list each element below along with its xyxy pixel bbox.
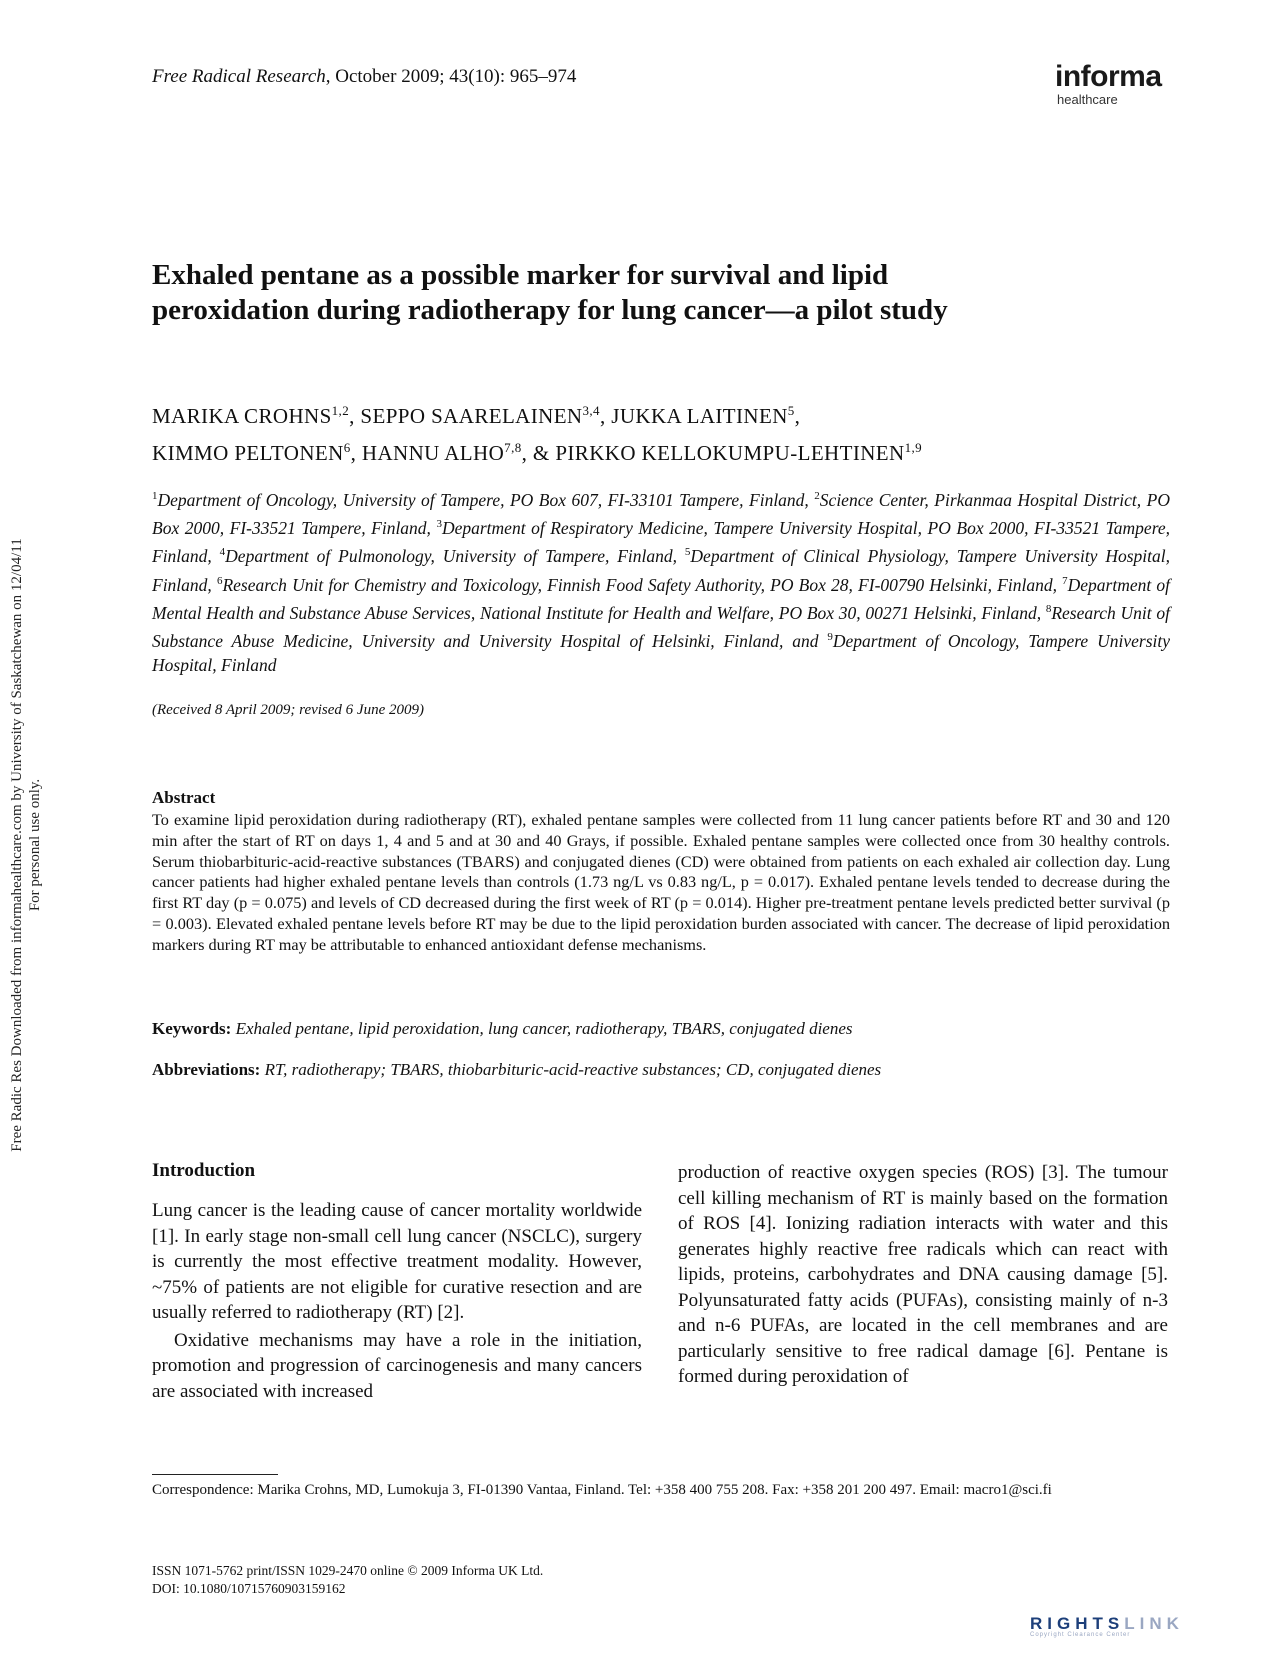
affil-sup: 1 <box>152 490 158 502</box>
rightslink-logo <box>1030 1614 1250 1638</box>
publisher-logo <box>1055 62 1195 108</box>
affil-sup: 3 <box>436 518 442 531</box>
title-line: Exhaled pentane as a possible marker for survival and lipid <box>152 259 889 291</box>
keywords-text: Exhaled pentane, lipid peroxidation, lung cancer, radiotherapy, TBARS, conjugated dienes <box>235 1019 853 1038</box>
author-separator: , <box>349 404 361 428</box>
section-heading-introduction: Introduction <box>152 1160 256 1181</box>
affil-sup: 4 <box>219 546 226 559</box>
author-list <box>152 395 1162 469</box>
issn: ISSN 1071-5762 print/ISSN 1029-2470 online © 2009 Informa UK Ltd. <box>152 1563 544 1578</box>
affil-sup: 7 <box>1062 574 1068 587</box>
body-paragraph: production of reactive oxygen species (ROS) [3]. The tumour cell killing mechanism of RT is mainly based on the formation of ROS [4]. Ionizing radiation interacts with water and this generates highly reactive free radicals which can react with lipids, proteins, carbohydrates and DNA causing damage [5]. Polyunsaturated fatty acids (PUFAs), consisting mainly of n-3 and n-6 PUFAs, are located in the cell membranes and are particularly sensitive to free radical damage [6]. Pentane is formed during peroxidation of <box>678 1162 1168 1387</box>
affiliations <box>152 484 1170 678</box>
correspondence: Correspondence: Marika Crohns, MD, Lumokuja 3, FI-01390 Vantaa, Finland. Tel: +358 400 755 208. Fax: +358 201 200 497. Email: macro1@sci.fi <box>152 1482 1052 1498</box>
affiliation: Research Unit for Chemistry and Toxicology, Finnish Food Safety Authority, PO Box 28, FI-00790 Helsinki, Finland, <box>222 574 1063 595</box>
rightslink-subtext: Copyright Clearance Center <box>1030 1632 1131 1638</box>
author-name: SEPPO SAARELAINEN <box>360 404 583 428</box>
affil-sup: 5 <box>684 546 691 559</box>
author-affil-sup: 5 <box>787 403 795 418</box>
author-affil-sup: 1,9 <box>904 440 923 455</box>
issn-block <box>152 1562 543 1598</box>
author-affil-sup: 1,2 <box>331 403 350 418</box>
publisher-logo-subtext: healthcare <box>1057 92 1118 107</box>
personal-use-note: For personal use only. <box>27 778 43 912</box>
abstract-heading: Abstract <box>152 788 216 807</box>
rightslink-text-b: LINK <box>1124 1614 1184 1633</box>
author-affil-sup: 3,4 <box>582 403 600 418</box>
body-column-right <box>678 1160 1168 1390</box>
body-paragraph: Oxidative mechanisms may have a role in the initiation, promotion and progression of carcinogenesis and many cancers are associated with increased <box>152 1329 642 1402</box>
affiliation: Department of Oncology, Tampere University Hospital, Finland <box>152 631 1170 676</box>
author-name: MARIKA CROHNS <box>152 404 332 428</box>
affiliation: Department of Oncology, University of Tampere, PO Box 607, FI-33101 Tampere, Finland, <box>157 489 815 510</box>
journal-name: Free Radical Research <box>152 66 326 87</box>
journal-issue: , October 2009; 43(10): 965–974 <box>325 66 577 87</box>
author-name: JUKKA LAITINEN <box>611 404 788 428</box>
affil-sup: 2 <box>814 490 820 502</box>
affil-sup: 8 <box>1045 602 1052 615</box>
author-separator: , <box>350 441 362 465</box>
affiliation: Science Center, Pirkanmaa Hospital District, PO Box 2000, FI-33521 Tampere, Finland, <box>152 489 1170 539</box>
affiliation: Department of Clinical Physiology, Tampere University Hospital, Finland, <box>152 546 1170 595</box>
journal-citation <box>152 66 576 88</box>
article-title <box>152 258 1162 328</box>
author-affil-sup: 7,8 <box>504 440 522 455</box>
affiliation: Research Unit of Substance Abuse Medicine, University and University Hospital of Helsinki, Finland, and <box>152 602 1171 651</box>
abbreviations-label: Abbreviations: <box>152 1060 261 1079</box>
doi: DOI: 10.1080/10715760903159162 <box>152 1581 346 1596</box>
abbreviations-text: RT, radiotherapy; TBARS, thiobarbituric-acid-reactive substances; CD, conjugated dienes <box>264 1060 882 1079</box>
affiliation: Department of Pulmonology, University of Tampere, Finland, <box>225 546 685 567</box>
body-column-left <box>152 1160 642 1404</box>
title-line: peroxidation during radiotherapy for lung cancer—a pilot study <box>152 294 948 326</box>
body-paragraph: Lung cancer is the leading cause of cancer mortality worldwide [1]. In early stage non-small cell lung cancer (NSCLC), surgery is currently the most effective treatment modality. However, ~75% of patients are not eligible for curative resection and are usually referred to radiotherapy (RT) [2]. <box>152 1200 642 1323</box>
author-name: PIRKKO KELLOKUMPU-LEHTINEN <box>555 441 905 465</box>
download-watermark <box>0 495 50 1195</box>
affil-sup: 9 <box>827 631 833 644</box>
received-dates: (Received 8 April 2009; revised 6 June 2009) <box>152 702 424 718</box>
rightslink-text-a: RIGHTS <box>1030 1614 1125 1633</box>
affiliation: Department of Respiratory Medicine, Tampere University Hospital, PO Box 2000, FI-33521 Tampere, Finland, <box>152 518 1170 567</box>
affil-sup: 6 <box>216 574 223 587</box>
author-name: KIMMO PELTONEN <box>152 441 344 465</box>
abstract-text: To examine lipid peroxidation during radiotherapy (RT), exhaled pentane samples were collected from 11 lung cancer patients before RT and 30 and 120 min after the start of RT on days 1, 4 and 5 and at 30 and 40 Grays, if possible. Exhaled pentane samples were collected once from 30 healthy controls. Serum thiobarbituric-acid-reactive substances (TBARS) and conjugated dienes (CD) were obtained from patients on each exhaled air collection day. Lung cancer patients had higher exhaled pentane levels than controls (1.73 ng/L vs 0.83 ng/L, p = 0.017). Exhaled pentane levels tended to decrease during the first RT day (p = 0.075) and levels of CD decreased during the first week of RT (p = 0.014). Higher pre-treatment pentane levels predicted better survival (p = 0.003). Elevated exhaled pentane levels before RT may be due to the lipid peroxidation burden associated with cancer. The decrease of lipid peroxidation markers during RT may be attributable to enhanced antioxidant defense mechanisms. <box>152 810 1170 954</box>
publisher-logo-text: informa <box>1055 60 1162 93</box>
author-separator: , & <box>521 441 556 465</box>
affiliation: Department of Mental Health and Substance Abuse Services, National Institute for Health and Welfare, PO Box 30, 00271 Helsinki, Finland, <box>152 574 1170 623</box>
author-affil-sup: 6 <box>343 440 351 455</box>
download-note: Free Radic Res Downloaded from informahealthcare.com by University of Saskatchewan on 12/04/11 <box>9 538 25 1152</box>
footnote-rule <box>152 1474 278 1475</box>
keywords-label: Keywords: <box>152 1019 232 1038</box>
author-separator: , <box>599 404 612 428</box>
abbreviations <box>152 1060 1170 1080</box>
keywords <box>152 1019 1170 1039</box>
author-name: HANNU ALHO <box>361 441 505 465</box>
author-separator: , <box>794 404 801 428</box>
